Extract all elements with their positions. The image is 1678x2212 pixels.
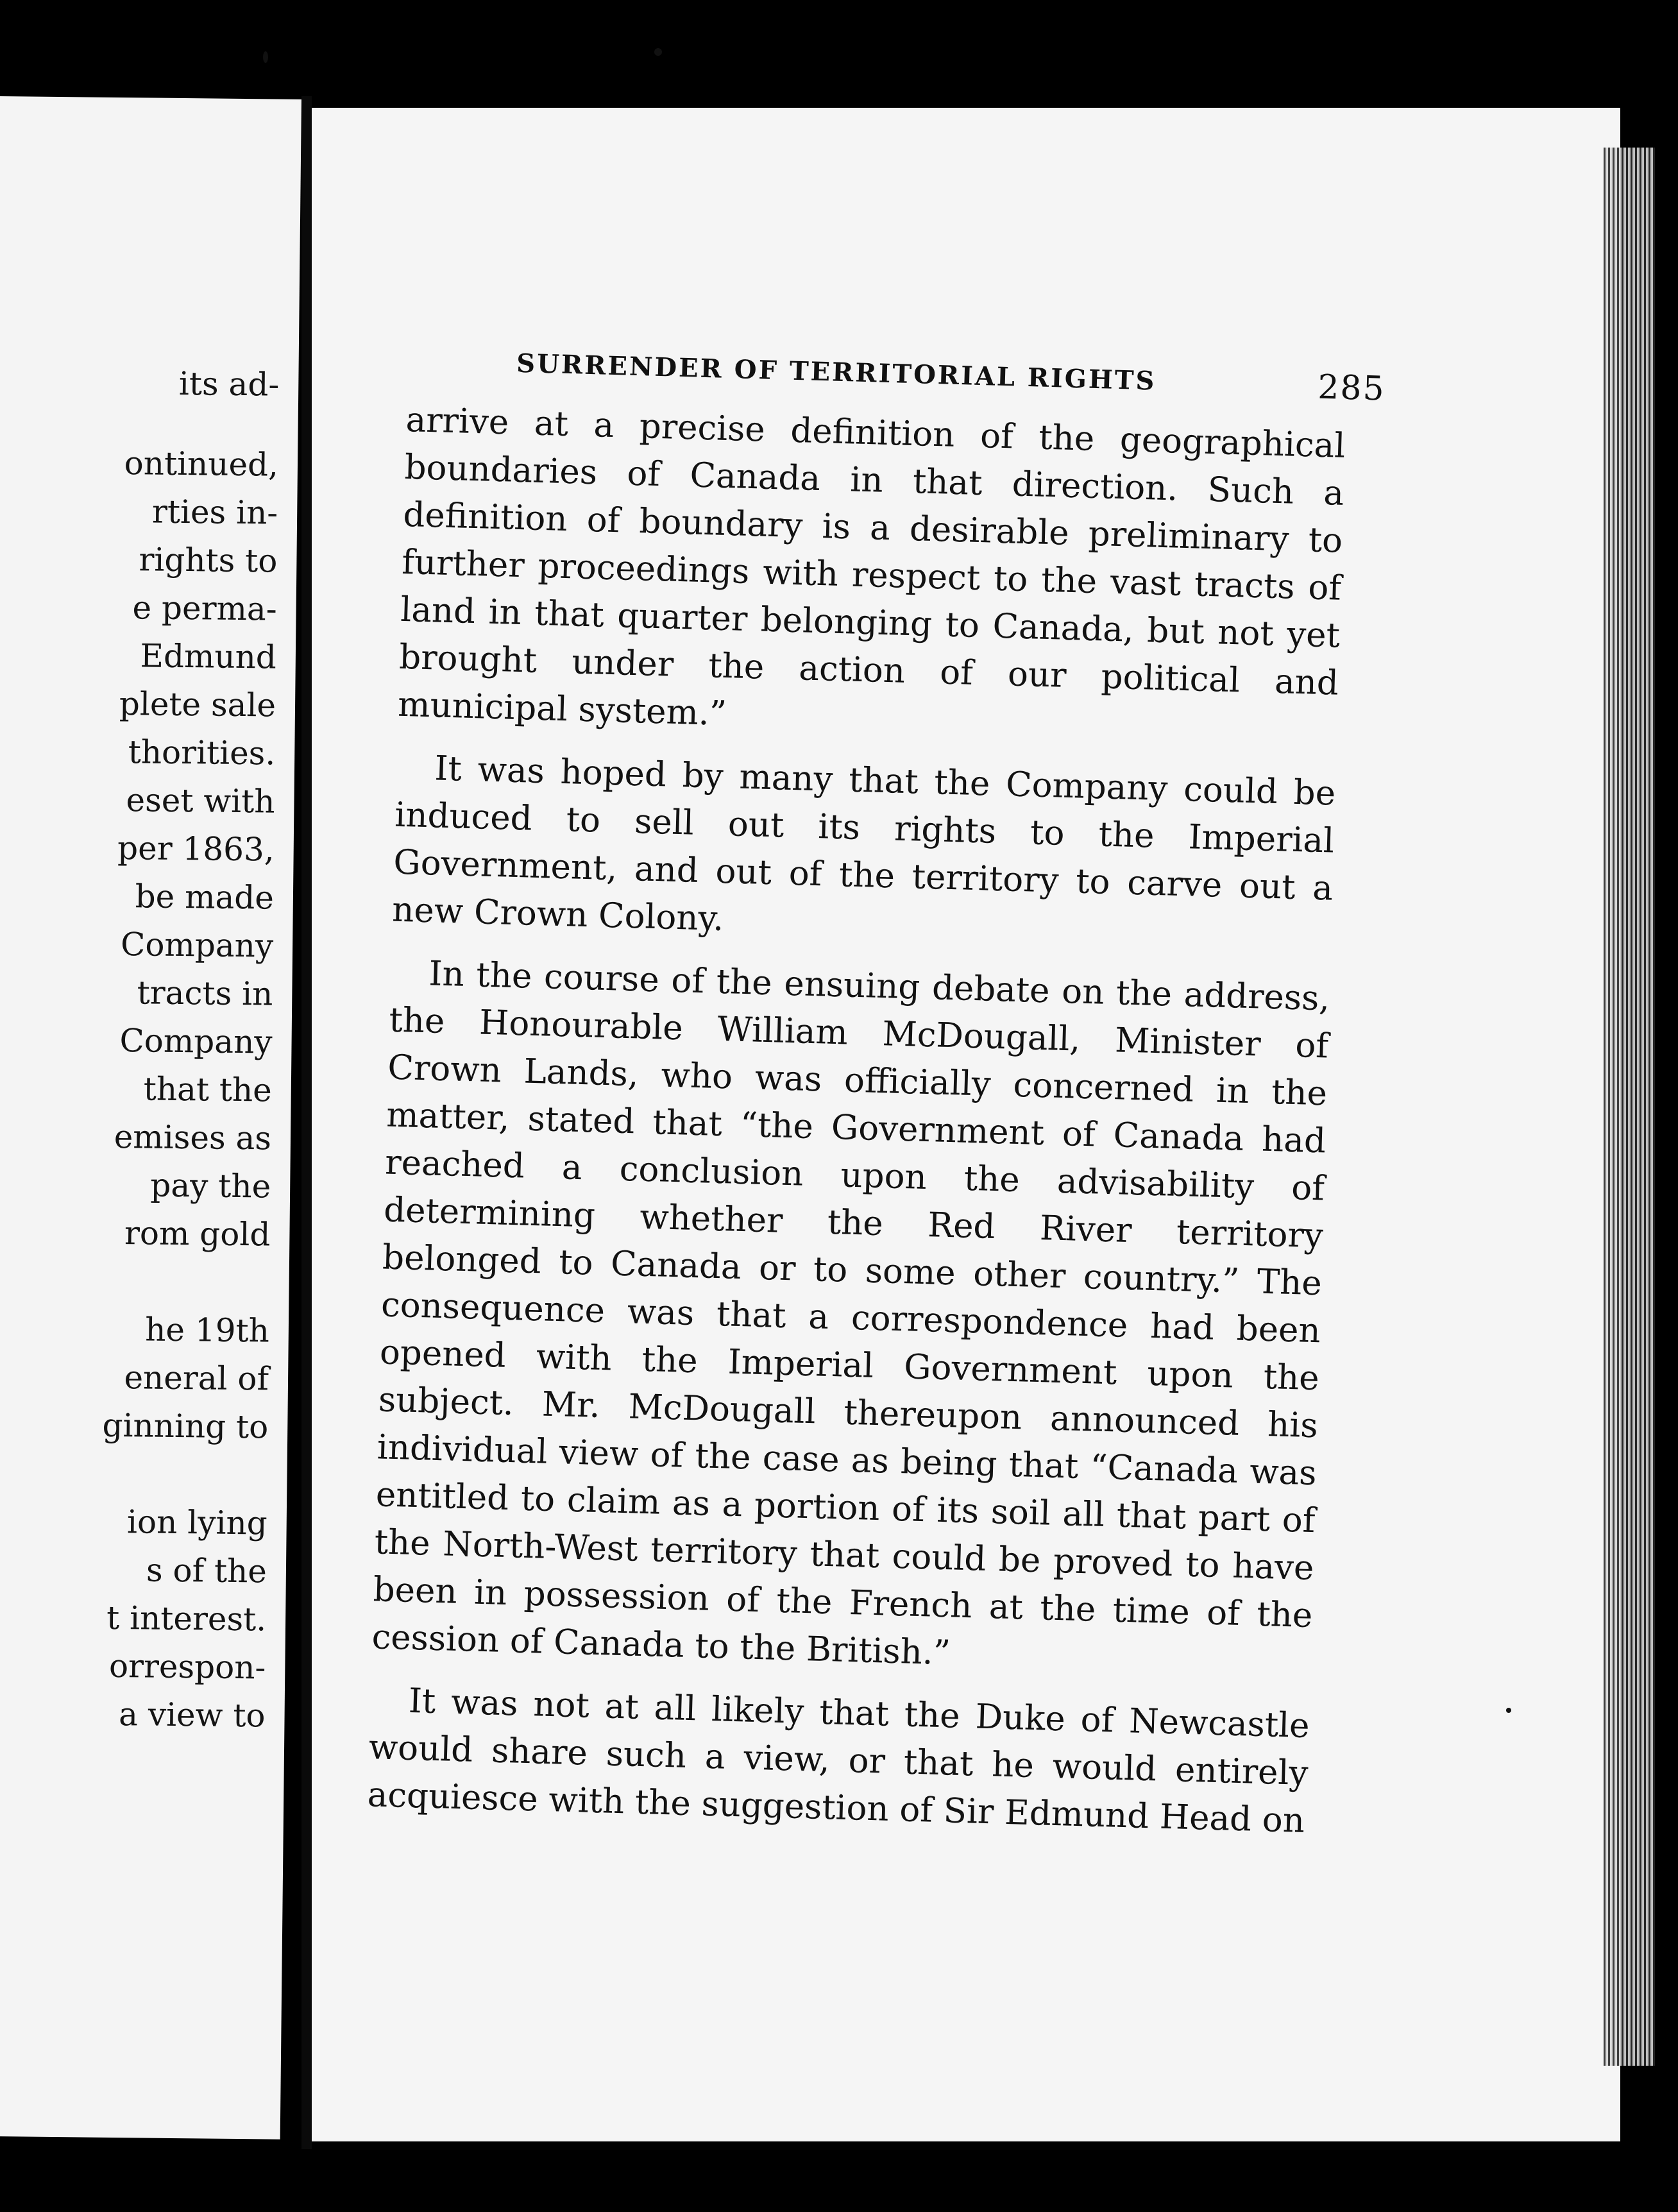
left-page-text-fragment: t interest. — [106, 1599, 267, 1638]
scan-speck — [263, 51, 268, 63]
scan-speck — [1506, 1708, 1511, 1713]
left-page-text-fragment: per 1863, — [117, 829, 275, 869]
book-gutter — [301, 96, 312, 2149]
paragraph: arrive at a precise definition of the geographical boundaries of Canada in that direction. Such a definition of boundary is a desirable preliminary to further proceedings with respect to the vast tracts of land in that quarter belonging to Canada, but not yet brought under the action of our political and municipal system.” — [397, 400, 1346, 734]
left-page-text-fragment: emises as — [114, 1118, 272, 1157]
left-page-text-fragment: rights to — [139, 541, 278, 580]
page-content — [366, 345, 1386, 1860]
page-number: 285 — [1317, 368, 1386, 409]
left-page — [0, 96, 301, 2140]
left-page-text-fragment: rom gold — [124, 1214, 271, 1254]
left-page-text-fragment: s of the — [146, 1551, 267, 1590]
left-page-text-fragment: Company — [120, 926, 274, 965]
left-page-text-fragment: eset with — [126, 781, 275, 821]
left-page-text-fragment: e perma- — [132, 589, 277, 628]
left-page-text-fragment: orrespon- — [108, 1647, 266, 1687]
right-page — [312, 108, 1620, 2141]
left-page-text-fragment: ion lying — [126, 1503, 268, 1542]
left-page-text-fragment: ginning to — [102, 1406, 269, 1446]
left-page-text-fragment: rties in- — [151, 493, 278, 532]
left-page-text-fragment: pay the — [150, 1166, 271, 1205]
scan-speck — [654, 48, 662, 56]
page-edges — [1604, 148, 1655, 2066]
left-page-text-fragment: thorities. — [128, 733, 276, 772]
left-page-text-fragment: ontinued, — [124, 445, 279, 484]
paragraph: It was not at all likely that the Duke of Newcastle would share such a view, or that he would entirely acquiesce with the suggestion of Sir Edmund Head on — [367, 1681, 1310, 1841]
left-page-text-fragment: plete sale — [119, 685, 276, 724]
left-page-text-fragment: eneral of — [124, 1359, 269, 1398]
paragraph: It was hoped by many that the Company could be induced to sell out its rights to the Imperial Government, and out of the territory to carve out a new Crown Colony. — [391, 749, 1336, 939]
left-page-text-fragment: that the — [143, 1070, 273, 1109]
left-page-text-fragment: its ad- — [178, 364, 280, 404]
left-page-text-fragment: a view to — [118, 1696, 266, 1735]
paragraph: In the course of the ensuing debate on the address, the Honourable William McDougall, Minister of Crown Lands, who was officially concerned in the matter, stated that “the Government of Canada had reached a conclusion upon the advisability of determining whether the Red River territory belonged to Canada or to some other country.” The consequence was that a correspondence had been opened with the Imperial Government upon the subject. Mr. McDougall thereupon announced his individual view of the case as being that “Canada was entitled to claim as a portion of its soil all that part of the North-West territory that could be proved to have been in possession of the French at the time of the cession of Canada to the British.” — [371, 954, 1330, 1673]
left-page-text-fragment: Edmund — [140, 637, 277, 676]
running-title: SURRENDER OF TERRITORIAL RIGHTS — [516, 348, 1157, 396]
left-page-text-fragment: Company — [119, 1022, 273, 1061]
left-page-text-fragment: he 19th — [144, 1311, 270, 1350]
left-page-text-fragment: be made — [135, 878, 275, 917]
left-page-text-fragment: tracts in — [137, 974, 273, 1013]
